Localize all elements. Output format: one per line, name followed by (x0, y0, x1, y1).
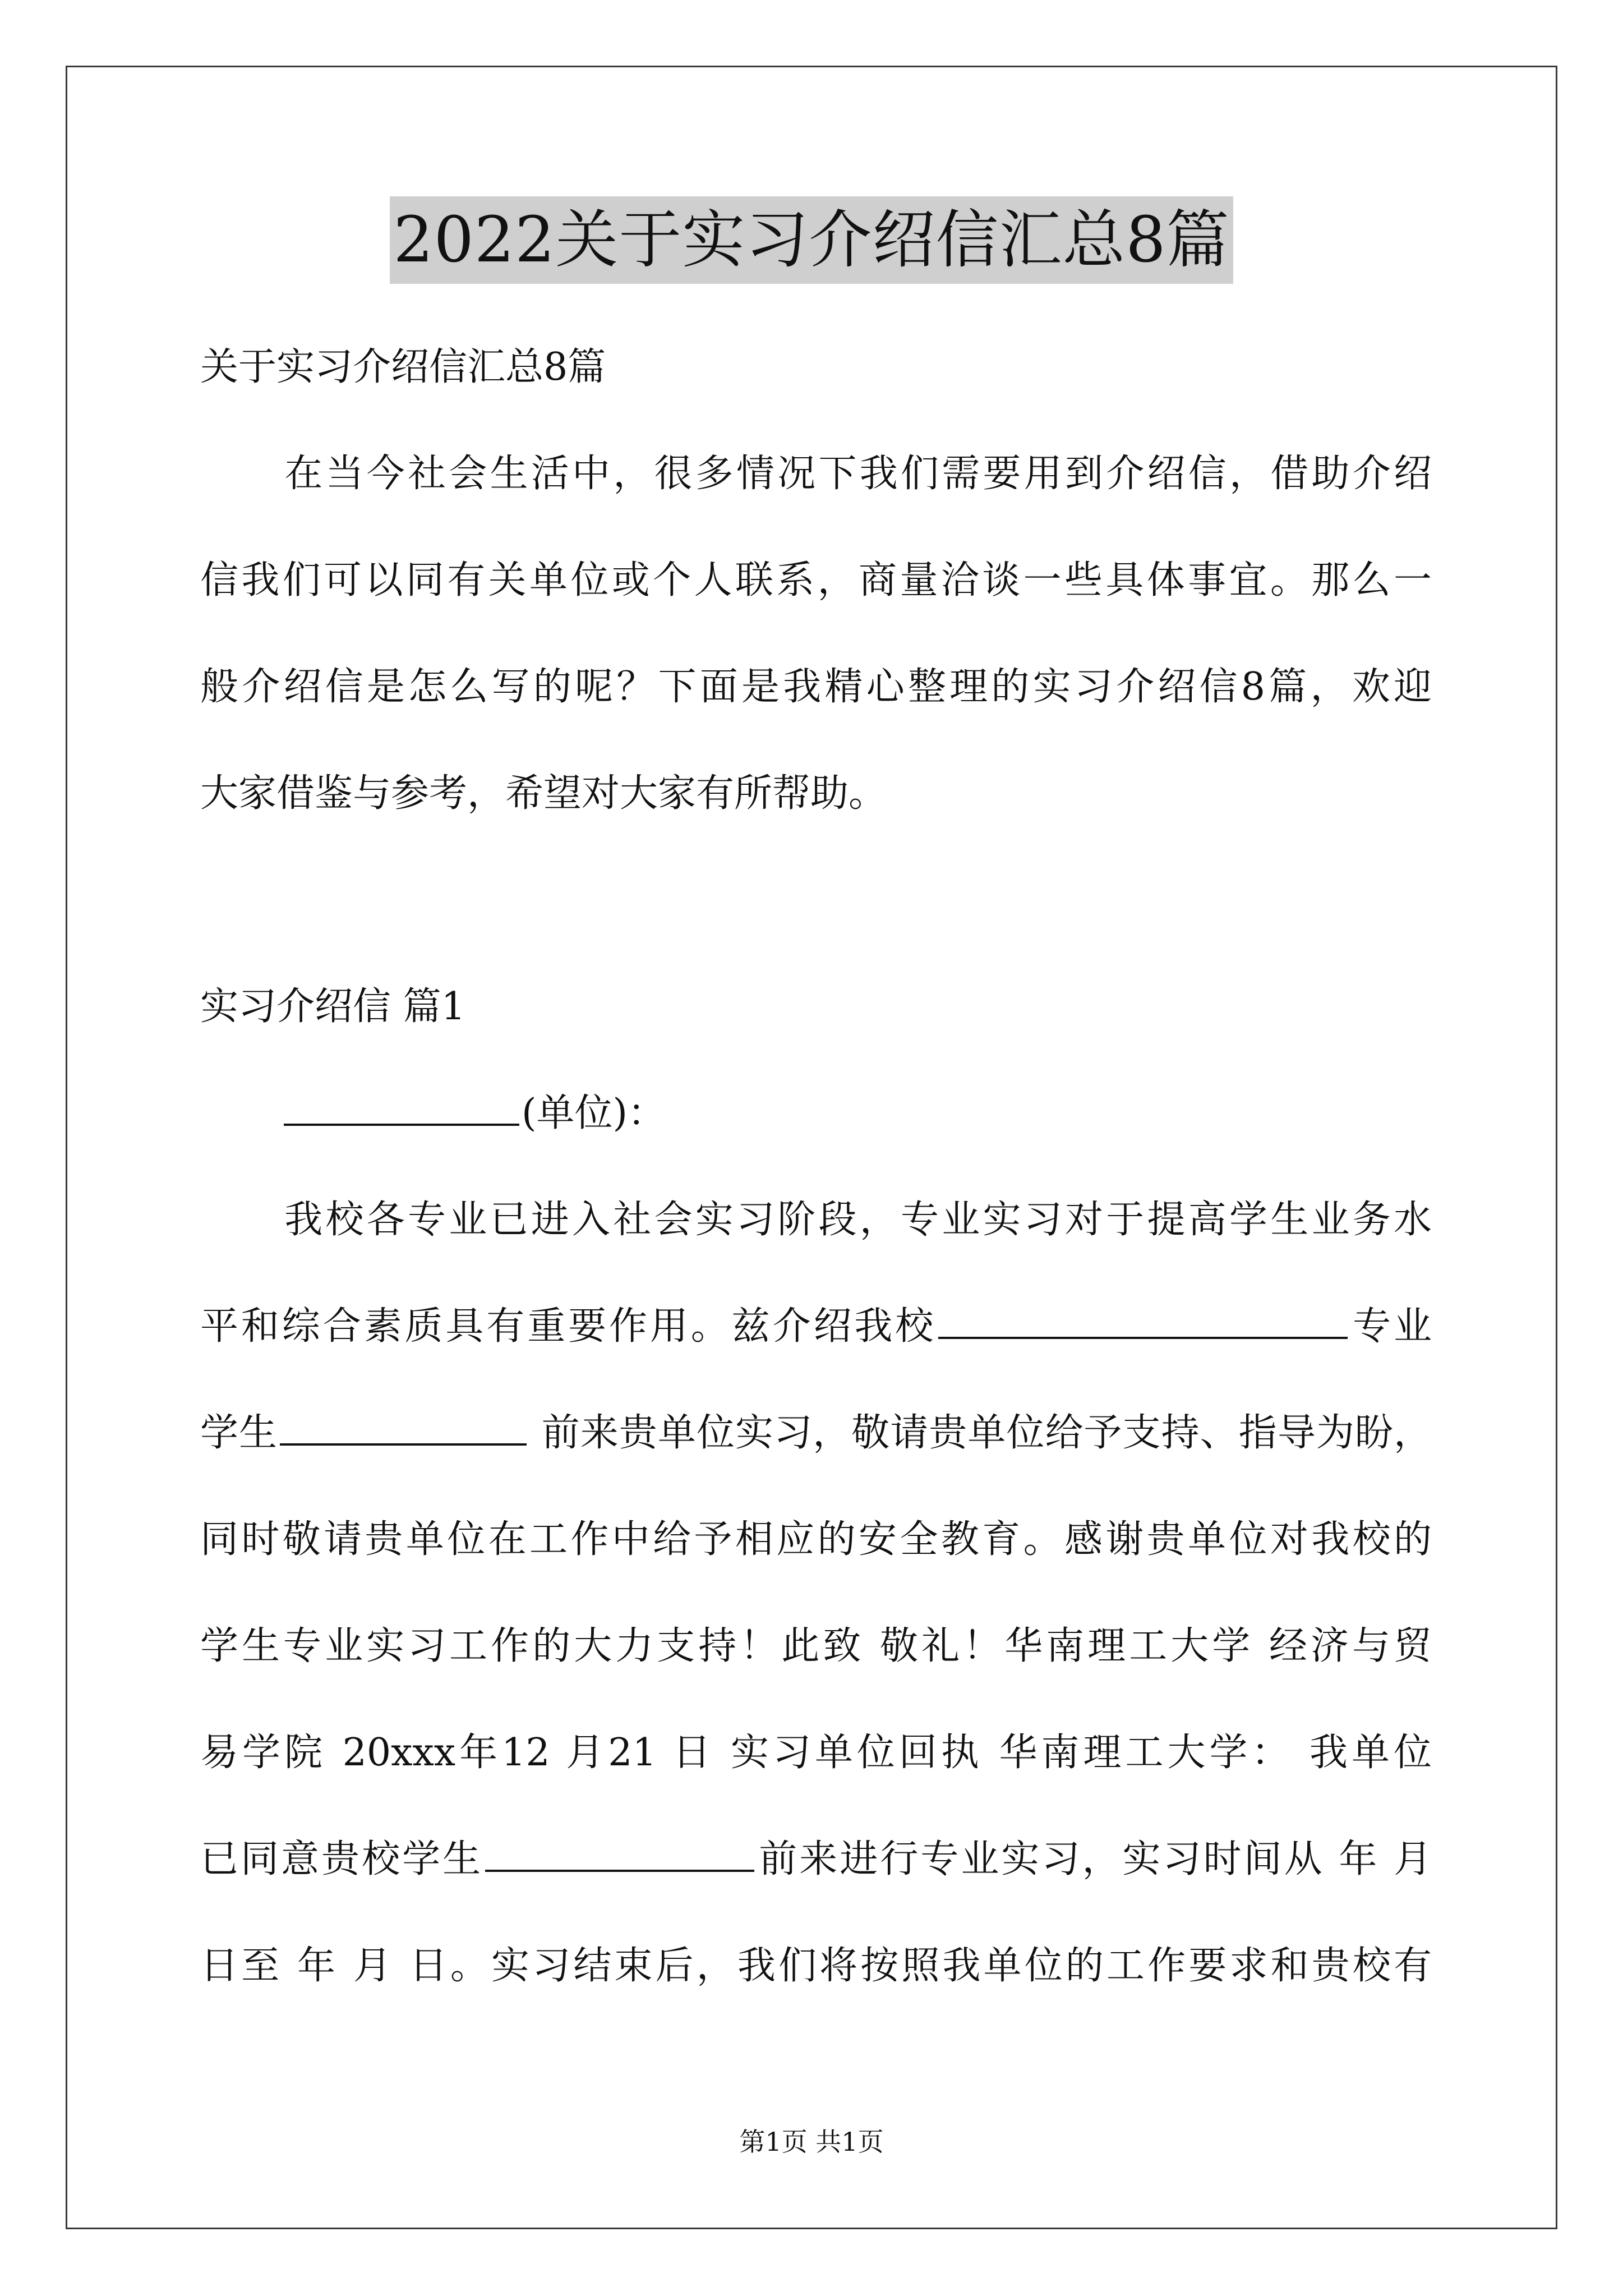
student-name-blank (485, 1835, 754, 1872)
body-line-1: 我校各专业已进入社会实习阶段，专业实习对于提高学生业务水 (282, 1198, 1432, 1242)
body-line-7: 已同意贵校学生 前来进行专业实习，实习时间从 年 月 (200, 1806, 1432, 1913)
spacer (200, 847, 1432, 954)
major-blank (938, 1302, 1348, 1339)
title-container (0, 196, 1623, 284)
salutation-line (200, 1060, 1432, 1167)
student-blank (280, 1409, 527, 1446)
intro-line-4: 大家借鉴与参考，希望对大家有所帮助。 (200, 771, 887, 816)
body-line-5: 学生专业实习工作的大力支持！此致 敬礼！华南理工大学 经济与贸 (200, 1624, 1432, 1668)
intro-line-3: 般介绍信是怎么写的呢？下面是我精心整理的实习介绍信8篇，欢迎 (200, 665, 1432, 709)
body-line-8: 日至 年 月 日。实习结束后，我们将按照我单位的工作要求和贵校有 (200, 1944, 1432, 1988)
section-heading: 实习介绍信 篇1 (200, 984, 465, 1029)
intro-line-1: 在当今社会生活中，很多情况下我们需要用到介绍信，借助介绍 (282, 452, 1432, 496)
document-title: 2022关于实习介绍信汇总8篇 (390, 196, 1233, 284)
subtitle: 关于实习介绍信汇总8篇 (200, 345, 606, 389)
body-line-4: 同时敬请贵单位在工作中给予相应的安全教育。感谢贵单位对我校的 (200, 1517, 1432, 1562)
body-line-6: 易学院 20xxx年12 月21 日 实习单位回执 华南理工大学： 我单位 (200, 1731, 1432, 1775)
intro-line-2: 信我们可以同有关单位或个人联系，商量洽谈一些具体事宜。那么一 (200, 558, 1432, 602)
body-line-2: 平和综合素质具有重要作用。兹介绍我校 专业 (200, 1273, 1432, 1380)
salutation: (单位)： (522, 1091, 666, 1135)
page-footer: 第1页 共1页 (739, 2127, 884, 2157)
body-line-3: 学生 前来贵单位实习，敬请贵单位给予支持、指导为盼， (200, 1380, 1432, 1487)
document-body (200, 314, 1432, 2019)
unit-blank (284, 1089, 519, 1126)
